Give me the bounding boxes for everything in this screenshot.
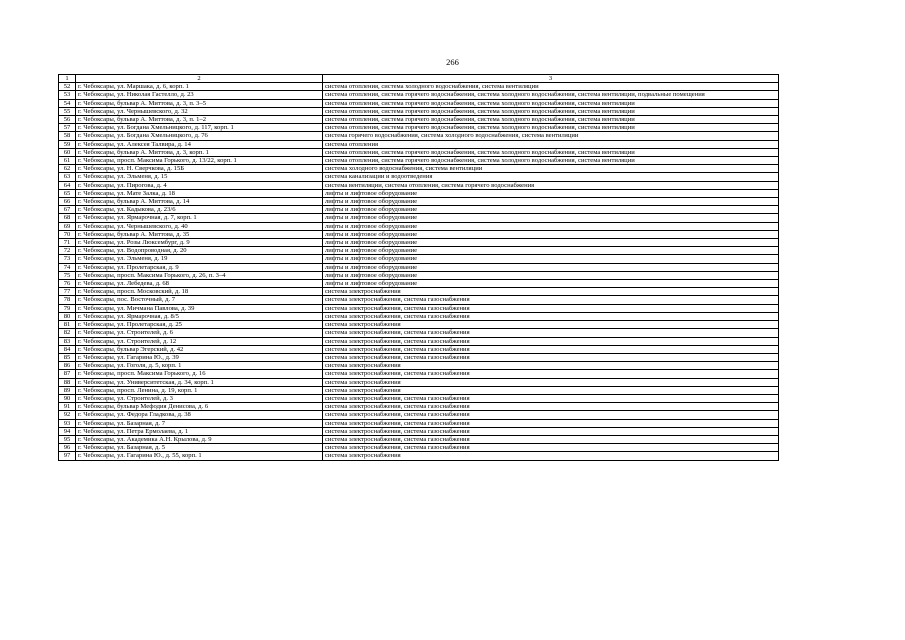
row-address: г. Чебоксары, ул. Эльменя, д. 19 — [76, 255, 323, 263]
row-systems: система отопления, система горячего водоснабжения, система холодного водоснабжения, система вентиляции — [323, 148, 779, 156]
row-number: 76 — [59, 280, 76, 288]
table-row — [59, 124, 779, 132]
row-address: г. Чебоксары, бульвар Эгерский, д. 42 — [76, 345, 323, 353]
row-address: г. Чебоксары, ул. Водопроводная, д. 20 — [76, 247, 323, 255]
row-number: 95 — [59, 435, 76, 443]
row-number: 92 — [59, 411, 76, 419]
row-address: г. Чебоксары, ул. Гоголя, д. 5, корп. 1 — [76, 362, 323, 370]
row-systems: система электроснабжения, система газоснабжения — [323, 394, 779, 402]
row-systems: система электроснабжения — [323, 362, 779, 370]
row-systems: система отопления, система горячего водоснабжения, система холодного водоснабжения, система вентиляции — [323, 107, 779, 115]
row-systems: система электроснабжения, система газоснабжения — [323, 370, 779, 378]
row-number: 96 — [59, 444, 76, 452]
row-number: 63 — [59, 173, 76, 181]
row-number: 61 — [59, 157, 76, 165]
table-row — [59, 255, 779, 263]
row-address: г. Чебоксары, ул. Мичмана Павлова, д. 39 — [76, 304, 323, 312]
table-row — [59, 173, 779, 181]
row-address: г. Чебоксары, ул. Гагарина Ю., д. 55, корп. 1 — [76, 452, 323, 460]
row-address: г. Чебоксары, ул. Николая Гастелло, д. 23 — [76, 91, 323, 99]
table-row — [59, 337, 779, 345]
table-row — [59, 362, 779, 370]
row-systems: система канализации и водоотведения — [323, 173, 779, 181]
row-number: 97 — [59, 452, 76, 460]
table-row — [59, 345, 779, 353]
row-systems: система электроснабжения, система газоснабжения — [323, 296, 779, 304]
row-address: г. Чебоксары, ул. Базарная, д. 7 — [76, 419, 323, 427]
row-address: г. Чебоксары, ул. Маршака, д. 6, корп. 1 — [76, 83, 323, 91]
table-row — [59, 403, 779, 411]
row-systems: лифты и лифтовое оборудование — [323, 239, 779, 247]
row-address: г. Чебоксары, ул. Богдана Хмельницкого, д. 76 — [76, 132, 323, 140]
table-row — [59, 132, 779, 140]
row-systems: система электроснабжения, система газоснабжения — [323, 337, 779, 345]
row-systems: лифты и лифтовое оборудование — [323, 206, 779, 214]
row-number: 83 — [59, 337, 76, 345]
table-row — [59, 435, 779, 443]
row-address: г. Чебоксары, ул. Строителей, д. 3 — [76, 394, 323, 402]
row-systems: система электроснабжения, система газоснабжения — [323, 353, 779, 361]
row-address: г. Чебоксары, ул. Чернышевского, д. 32 — [76, 107, 323, 115]
row-address: г. Чебоксары, ул. Пирогова, д. 4 — [76, 181, 323, 189]
row-address: г. Чебоксары, ул. Алексея Талвира, д. 14 — [76, 140, 323, 148]
row-number: 57 — [59, 124, 76, 132]
row-address: г. Чебоксары, ул. Федора Гладкова, д. 38 — [76, 411, 323, 419]
table-row — [59, 329, 779, 337]
table-row — [59, 386, 779, 394]
row-address: г. Чебоксары, ул. Строителей, д. 6 — [76, 329, 323, 337]
row-address: г. Чебоксары, просп. Максима Горького, д. 16 — [76, 370, 323, 378]
row-number: 67 — [59, 206, 76, 214]
row-systems: система электроснабжения — [323, 288, 779, 296]
row-number: 93 — [59, 419, 76, 427]
row-number: 90 — [59, 394, 76, 402]
row-address: г. Чебоксары, бульвар А. Миттова, д. 35 — [76, 230, 323, 238]
table-row — [59, 230, 779, 238]
row-systems: система отопления, система горячего водоснабжения, система холодного водоснабжения, система вентиляции — [323, 99, 779, 107]
row-number: 59 — [59, 140, 76, 148]
row-number: 87 — [59, 370, 76, 378]
table-row — [59, 116, 779, 124]
row-address: г. Чебоксары, пос. Восточный, д. 7 — [76, 296, 323, 304]
table-row — [59, 148, 779, 156]
row-address: г. Чебоксары, ул. Мате Залка, д. 18 — [76, 189, 323, 197]
row-systems: система отопления, система горячего водоснабжения, система холодного водоснабжения, система вентиляции, подвальные помещения — [323, 91, 779, 99]
row-address: г. Чебоксары, ул. Ярмарочная, д. 7, корп. 1 — [76, 214, 323, 222]
row-number: 64 — [59, 181, 76, 189]
table-row — [59, 394, 779, 402]
row-systems: система холодного водоснабжения, система вентиляции — [323, 165, 779, 173]
row-number: 78 — [59, 296, 76, 304]
row-number: 62 — [59, 165, 76, 173]
row-number: 82 — [59, 329, 76, 337]
row-number: 54 — [59, 99, 76, 107]
row-address: г. Чебоксары, ул. Пролетарская, д. 25 — [76, 321, 323, 329]
row-address: г. Чебоксары, бульвар А. Миттова, д. 14 — [76, 198, 323, 206]
row-number: 53 — [59, 91, 76, 99]
row-number: 71 — [59, 239, 76, 247]
table-row — [59, 165, 779, 173]
row-address: г. Чебоксары, бульвар А. Миттова, д. 3, корп. 1 — [76, 148, 323, 156]
table-row — [59, 247, 779, 255]
row-number: 66 — [59, 198, 76, 206]
row-systems: система электроснабжения, система газоснабжения — [323, 411, 779, 419]
table-row — [59, 378, 779, 386]
row-systems: система отопления, система горячего водоснабжения, система холодного водоснабжения, система вентиляции — [323, 124, 779, 132]
table-row — [59, 263, 779, 271]
row-number: 86 — [59, 362, 76, 370]
row-systems: система электроснабжения, система газоснабжения — [323, 329, 779, 337]
row-number: 89 — [59, 386, 76, 394]
row-address: г. Чебоксары, ул. Лебедева, д. 68 — [76, 280, 323, 288]
row-systems: система вентиляции, система отопления, система горячего водоснабжения — [323, 181, 779, 189]
table-row — [59, 370, 779, 378]
row-address: г. Чебоксары, бульвар Мефодия Денисова, д. 6 — [76, 403, 323, 411]
row-address: г. Чебоксары, ул. Строителей, д. 12 — [76, 337, 323, 345]
table-row — [59, 288, 779, 296]
table-row — [59, 353, 779, 361]
row-systems: система отопления, система горячего водоснабжения, система холодного водоснабжения, система вентиляции — [323, 157, 779, 165]
row-address: г. Чебоксары, ул. Гагарина Ю., д. 39 — [76, 353, 323, 361]
row-number: 65 — [59, 189, 76, 197]
row-number: 88 — [59, 378, 76, 386]
row-systems: лифты и лифтовое оборудование — [323, 247, 779, 255]
row-number: 52 — [59, 83, 76, 91]
row-number: 75 — [59, 271, 76, 279]
table-row — [59, 91, 779, 99]
row-systems: система электроснабжения, система газоснабжения — [323, 444, 779, 452]
row-number: 74 — [59, 263, 76, 271]
table-row — [59, 271, 779, 279]
row-address: г. Чебоксары, ул. Базарная, д. 5 — [76, 444, 323, 452]
row-number: 85 — [59, 353, 76, 361]
table-row — [59, 140, 779, 148]
row-address: г. Чебоксары, ул. Ярмарочная, д. 8/5 — [76, 312, 323, 320]
table-row — [59, 189, 779, 197]
row-number: 81 — [59, 321, 76, 329]
table-row — [59, 157, 779, 165]
row-systems: система отопления, система горячего водоснабжения, система холодного водоснабжения, система вентиляции — [323, 116, 779, 124]
row-systems: система электроснабжения — [323, 378, 779, 386]
row-number: 77 — [59, 288, 76, 296]
table-row — [59, 214, 779, 222]
row-number: 80 — [59, 312, 76, 320]
row-systems: лифты и лифтовое оборудование — [323, 198, 779, 206]
row-systems: система электроснабжения, система газоснабжения — [323, 419, 779, 427]
page-number: 266 — [446, 57, 459, 67]
table-row — [59, 206, 779, 214]
row-number: 70 — [59, 230, 76, 238]
row-address: г. Чебоксары, ул. Эльменя, д. 15 — [76, 173, 323, 181]
row-address: г. Чебоксары, ул. Чернышевского, д. 40 — [76, 222, 323, 230]
table-row — [59, 198, 779, 206]
table-header-row — [59, 75, 779, 83]
row-number: 72 — [59, 247, 76, 255]
row-systems: система электроснабжения — [323, 321, 779, 329]
row-address: г. Чебоксары, бульвар А. Миттова, д. 3, п. 1–2 — [76, 116, 323, 124]
row-address: г. Чебоксары, ул. Розы Люксембург, д. 9 — [76, 239, 323, 247]
row-systems: лифты и лифтовое оборудование — [323, 214, 779, 222]
table-row — [59, 83, 779, 91]
row-systems: лифты и лифтовое оборудование — [323, 189, 779, 197]
row-address: г. Чебоксары, ул. Пролетарская, д. 9 — [76, 263, 323, 271]
row-number: 91 — [59, 403, 76, 411]
row-address: г. Чебоксары, просп. Московский, д. 18 — [76, 288, 323, 296]
table-row — [59, 296, 779, 304]
table-row — [59, 411, 779, 419]
row-number: 56 — [59, 116, 76, 124]
row-systems: лифты и лифтовое оборудование — [323, 255, 779, 263]
row-number: 55 — [59, 107, 76, 115]
table-row — [59, 452, 779, 460]
table-row — [59, 312, 779, 320]
table-row — [59, 280, 779, 288]
row-systems: лифты и лифтовое оборудование — [323, 280, 779, 288]
row-systems: система электроснабжения, система газоснабжения — [323, 403, 779, 411]
row-address: г. Чебоксары, ул. Академика А.Н. Крылова, д. 9 — [76, 435, 323, 443]
row-number: 84 — [59, 345, 76, 353]
table-row — [59, 444, 779, 452]
row-systems: система горячего водоснабжения, система холодного водоснабжения, система вентиляции — [323, 132, 779, 140]
row-systems: система отопления, система холодного водоснабжения, система вентиляции — [323, 83, 779, 91]
table-row — [59, 304, 779, 312]
row-number: 94 — [59, 427, 76, 435]
row-number: 79 — [59, 304, 76, 312]
row-address: г. Чебоксары, ул. Университетская, д. 34, корп. 1 — [76, 378, 323, 386]
table-row — [59, 239, 779, 247]
row-number: 58 — [59, 132, 76, 140]
table-row — [59, 107, 779, 115]
row-systems: лифты и лифтовое оборудование — [323, 271, 779, 279]
table-row — [59, 321, 779, 329]
row-number: 60 — [59, 148, 76, 156]
table-row — [59, 419, 779, 427]
systems-table — [58, 74, 779, 461]
row-systems: система электроснабжения, система газоснабжения — [323, 427, 779, 435]
row-systems: система отопления — [323, 140, 779, 148]
row-address: г. Чебоксары, просп. Максима Горького, д. 26, п. 3–4 — [76, 271, 323, 279]
row-address: г. Чебоксары, ул. Петра Ермолаева, д. 1 — [76, 427, 323, 435]
table-row — [59, 222, 779, 230]
row-address: г. Чебоксары, бульвар А. Миттова, д. 3, п. 3–5 — [76, 99, 323, 107]
header-col-1: 1 — [59, 75, 76, 83]
row-number: 68 — [59, 214, 76, 222]
row-systems: лифты и лифтовое оборудование — [323, 263, 779, 271]
row-systems: система электроснабжения, система газоснабжения — [323, 304, 779, 312]
row-number: 73 — [59, 255, 76, 263]
header-col-3: 3 — [323, 75, 779, 83]
row-address: г. Чебоксары, ул. Н. Сверчкова, д. 15Б — [76, 165, 323, 173]
row-systems: система электроснабжения — [323, 452, 779, 460]
row-systems: лифты и лифтовое оборудование — [323, 222, 779, 230]
row-address: г. Чебоксары, просп. Максима Горького, д. 13/22, корп. 1 — [76, 157, 323, 165]
row-systems: система электроснабжения, система газоснабжения — [323, 345, 779, 353]
table-row — [59, 427, 779, 435]
row-systems: лифты и лифтовое оборудование — [323, 230, 779, 238]
row-systems: система электроснабжения, система газоснабжения — [323, 312, 779, 320]
row-address: г. Чебоксары, ул. Богдана Хмельницкого, д. 117, корп. 1 — [76, 124, 323, 132]
row-number: 69 — [59, 222, 76, 230]
row-systems: система электроснабжения — [323, 386, 779, 394]
table-row — [59, 181, 779, 189]
header-col-2: 2 — [76, 75, 323, 83]
row-address: г. Чебоксары, ул. Кадыкова, д. 23/6 — [76, 206, 323, 214]
row-systems: система электроснабжения, система газоснабжения — [323, 435, 779, 443]
row-address: г. Чебоксары, просп. Ленина, д. 19, корп. 1 — [76, 386, 323, 394]
table-row — [59, 99, 779, 107]
